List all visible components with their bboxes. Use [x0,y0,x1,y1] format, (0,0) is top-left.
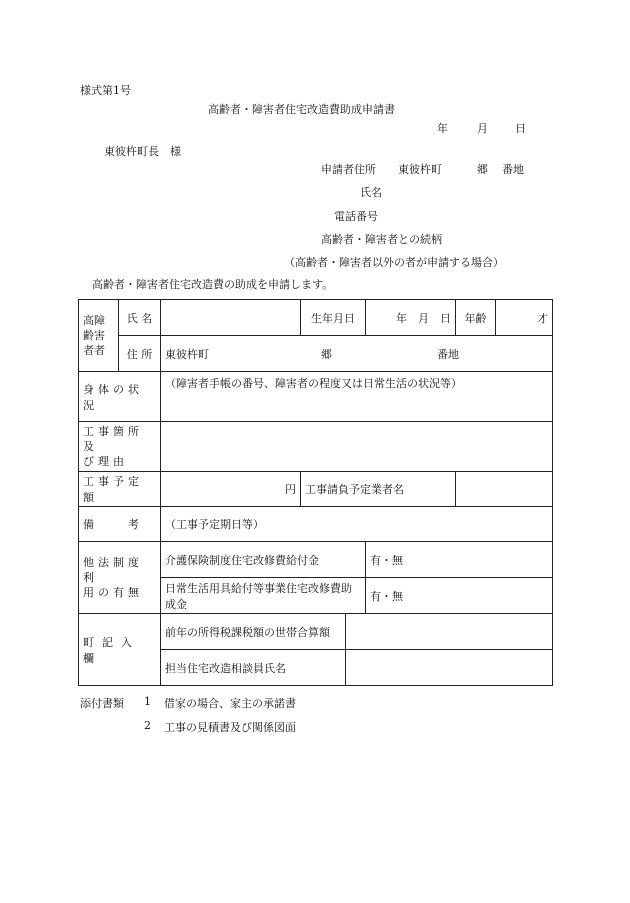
date-day: 日 [515,122,526,135]
other-system-1-yesno[interactable]: 有・無 [366,542,553,578]
cost-label: 工事予定額 [79,472,161,507]
applicant-address-label: 申請者住所 [321,163,376,176]
town-item-1-value[interactable] [346,614,553,650]
applicant-address-banchi: 番地 [502,163,524,176]
cost-value[interactable]: 円 [161,472,301,507]
town-item-2-value[interactable] [346,650,553,686]
work-location-label: 工事箇所及 び理由 [79,422,161,472]
addressee: 東彼杵町長 様 [104,145,181,158]
applicant-name-label: 氏名 [360,186,382,199]
form-number: 様式第1号 [80,84,131,97]
body-label: 身体の状況 [79,372,161,422]
applicant-address-town: 東彼杵町 [398,163,442,176]
contractor-value[interactable] [456,472,553,507]
name-value[interactable] [161,300,301,336]
request-text: 高齢者・障害者住宅改造費の助成を申請します。 [92,278,334,291]
town-item-1: 前年の所得税課税額の世帯合算額 [161,614,346,650]
attachment-2: 工事の見積書及び関係図面 [164,721,296,734]
applicant-phone-label: 電話番号 [334,210,378,223]
attachments-label: 添付書類 [80,697,124,710]
work-location-value[interactable] [161,422,553,472]
other-system-label: 他法制度利 用の有無 [79,542,161,614]
birth-value[interactable]: 年 月 日 [366,300,456,336]
remarks-value[interactable]: （工事予定期日等） [161,507,553,542]
date-year: 年 [437,122,448,135]
attachment-2-number: 2 [144,719,151,732]
town-label: 町記入欄 [79,614,161,686]
other-system-2: 日常生活用具給付等事業住宅改修費助成金 [161,578,366,614]
other-system-2-yesno[interactable]: 有・無 [366,578,553,614]
birth-label: 生年月日 [301,300,366,336]
age-label: 年齢 [456,300,496,336]
address-label: 住 所 [119,336,161,372]
page-title: 高齢者・障害者住宅改造費助成申請書 [208,103,395,116]
attachment-1: 借家の場合、家主の承諾書 [164,697,296,710]
town-item-2: 担当住宅改造相談員氏名 [161,650,346,686]
date-month: 月 [477,122,488,135]
body-value[interactable]: （障害者手帳の番号、障害者の程度又は日常生活の状況等） [161,372,553,422]
age-value[interactable]: 才 [496,300,553,336]
remarks-label: 備 考 [79,507,161,542]
applicant-relation-label: 高齢者・障害者との続柄 [321,233,442,246]
other-system-1: 介護保険制度住宅改修費給付金 [161,542,366,578]
application-table [78,299,553,686]
address-value[interactable]: 東彼杵町 郷 番地 [161,336,553,372]
person-header: 高障 齢害 者者 [79,300,119,372]
name-label: 氏 名 [119,300,161,336]
attachment-1-number: 1 [144,695,151,708]
applicant-address-go: 郷 [477,163,488,176]
applicant-relation-note: （高齢者・障害者以外の者が申請する場合） [284,256,504,269]
contractor-label: 工事請負予定業者名 [301,472,456,507]
